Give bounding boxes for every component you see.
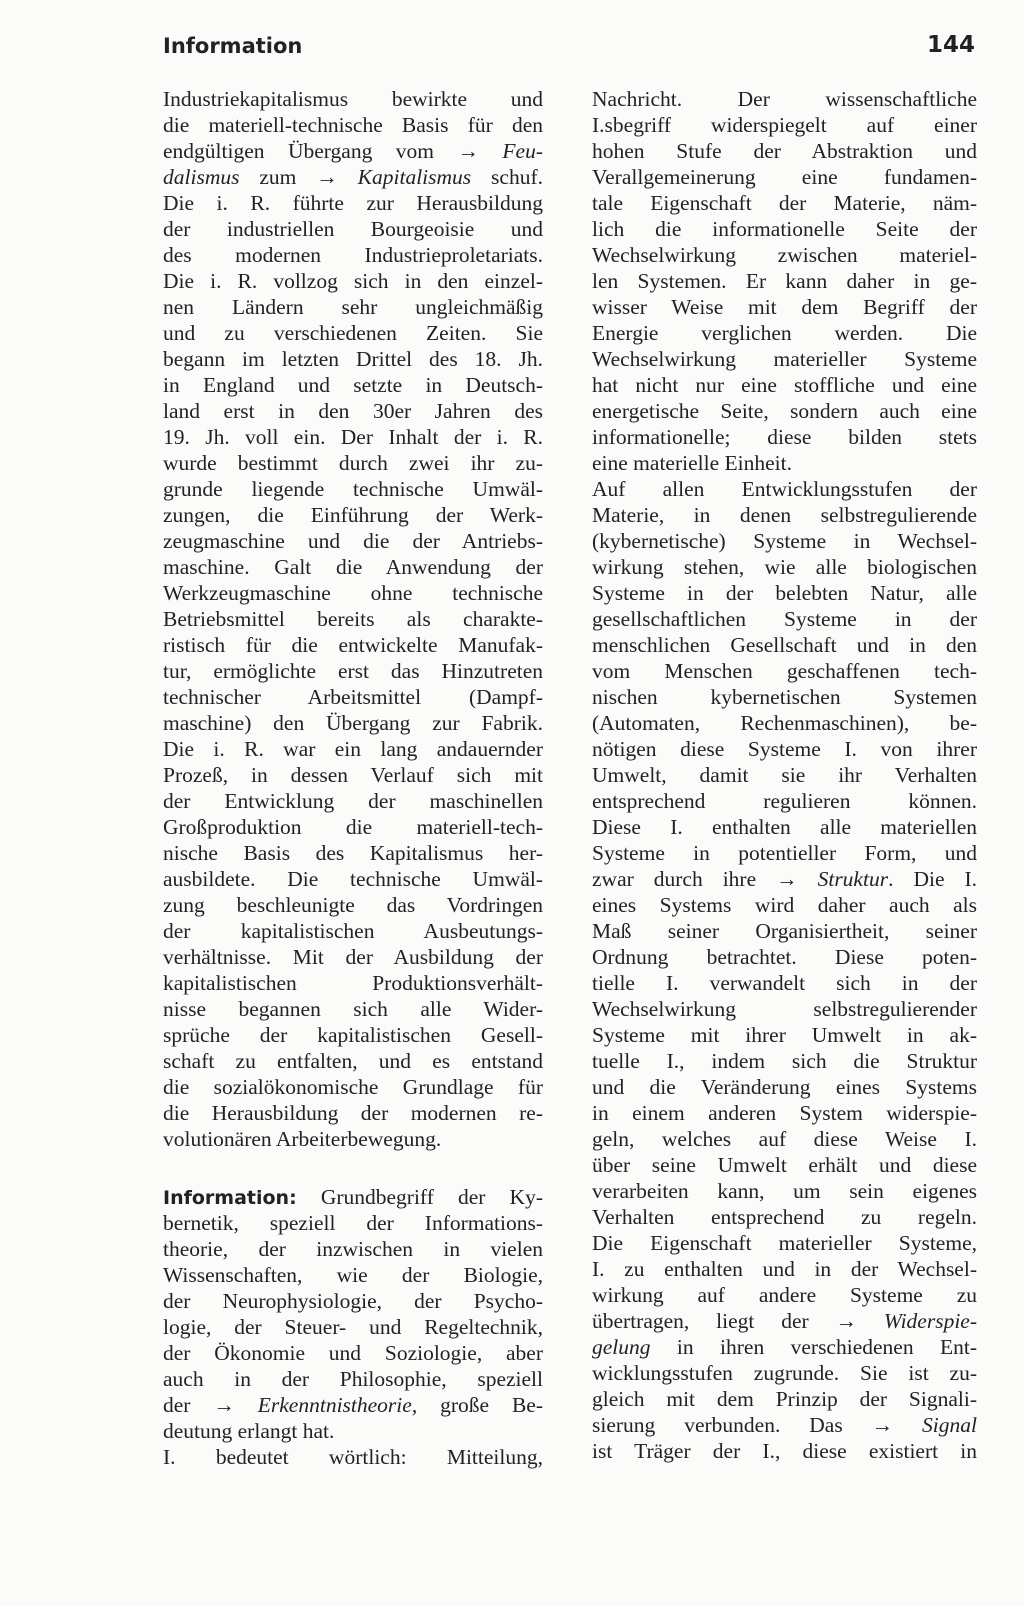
- text-line: volutionären Arbeiterbewegung.: [163, 1127, 442, 1151]
- text-line: Wechselwirkung selbstregulierender: [592, 997, 977, 1021]
- text-line: der industriellen Bourgeoisie und: [163, 217, 543, 241]
- running-head-title: Information: [163, 34, 303, 58]
- text-line: tielle I. verwandelt sich in der: [592, 971, 977, 995]
- text-line: entsprechend regulieren können.: [592, 789, 977, 813]
- paragraph-gap: [163, 1152, 543, 1184]
- text-line: tur, ermöglichte erst das Hinzutreten: [163, 659, 543, 683]
- text-line: vom Menschen geschaffenen tech-: [592, 659, 977, 683]
- text-line: I. bedeutet wörtlich: Mitteilung,: [163, 1445, 543, 1469]
- text-line: schaft zu entfalten, und es entstand: [163, 1049, 543, 1073]
- entry-keyword: Information:: [163, 1187, 297, 1209]
- text-line: kapitalistischen Produktionsverhält-: [163, 971, 543, 995]
- text-line: der kapitalistischen Ausbeutungs-: [163, 919, 543, 943]
- text-line: Wechselwirkung materieller Systeme: [592, 347, 977, 371]
- text-line: len Systemen. Er kann daher in ge-: [592, 269, 977, 293]
- text-line: eines Systems wird daher auch als: [592, 893, 977, 917]
- page-number: 144: [926, 32, 975, 58]
- text-line: verarbeiten kann, um sein eigenes: [592, 1179, 977, 1203]
- text-line: Die i. R. führte zur Herausbildung: [163, 191, 543, 215]
- text-line: tale Eigenschaft der Materie, näm-: [592, 191, 977, 215]
- text-line: der Neurophysiologie, der Psycho-: [163, 1289, 543, 1313]
- text-line: Systeme mit ihrer Umwelt in ak-: [592, 1023, 977, 1047]
- text-line: menschlichen Gesellschaft und in den: [592, 633, 977, 657]
- text-line: nische Basis des Kapitalismus her-: [163, 841, 543, 865]
- text-line: über seine Umwelt erhält und diese: [592, 1153, 977, 1177]
- text-line: I.sbegriff widerspiegelt auf einer: [592, 113, 977, 137]
- text-line: land erst in den 30er Jahren des: [163, 399, 543, 423]
- text-line: zung beschleunigte das Vordringen: [163, 893, 543, 917]
- cross-reference-term: gelung: [592, 1335, 651, 1359]
- text-line: der → Erkenntnistheorie, große Be-: [163, 1393, 543, 1417]
- text-line: Systeme in der belebten Natur, alle: [592, 581, 977, 605]
- text-line: ristisch für die entwickelte Manufak-: [163, 633, 543, 657]
- text-line: energetische Seite, sondern auch eine: [592, 399, 977, 423]
- text-line: Auf allen Entwicklungsstufen der: [592, 477, 977, 501]
- text-line: deutung erlangt hat.: [163, 1419, 335, 1443]
- text-line: Betriebsmittel bereits als charakte-: [163, 607, 543, 631]
- text-line: Großproduktion die materiell-tech-: [163, 815, 543, 839]
- text-line: gleich mit dem Prinzip der Signali-: [592, 1387, 977, 1411]
- text-line: in einem anderen System widerspie-: [592, 1101, 977, 1125]
- text-line: nen Ländern sehr ungleichmäßig: [163, 295, 543, 319]
- text-line: wirkung stehen, wie alle biologischen: [592, 555, 977, 579]
- text-line: in England und setzte in Deutsch-: [163, 373, 543, 397]
- text-line: grunde liegende technische Umwäl-: [163, 477, 543, 501]
- text-line: maschine) den Übergang zur Fabrik.: [163, 711, 543, 735]
- text-line: und die Veränderung eines Systems: [592, 1075, 977, 1099]
- cross-reference-term: Feu-: [502, 139, 543, 163]
- text-line: Industriekapitalismus bewirkte und: [163, 87, 543, 111]
- text-line: bernetik, speziell der Informations-: [163, 1211, 543, 1235]
- cross-reference-term: Widerspie-: [883, 1309, 977, 1333]
- text-line: Verhalten entsprechend zu regeln.: [592, 1205, 977, 1229]
- text-line: hat nicht nur eine stoffliche und eine: [592, 373, 977, 397]
- text-line: zwar durch ihre → Struktur. Die I.: [592, 867, 977, 891]
- text-line: wisser Weise mit dem Begriff der: [592, 295, 977, 319]
- text-line: lich die informationelle Seite der: [592, 217, 977, 241]
- cross-reference-term: dalismus: [163, 165, 240, 189]
- text-line: sprüche der kapitalistischen Gesell-: [163, 1023, 543, 1047]
- running-head: [163, 32, 975, 72]
- right-column: [592, 86, 977, 1464]
- text-line: Materie, in denen selbstregulierende: [592, 503, 977, 527]
- text-line: Systeme in potentieller Form, und: [592, 841, 977, 865]
- text-line: nischen kybernetischen Systemen: [592, 685, 977, 709]
- text-line: Diese I. enthalten alle materiellen: [592, 815, 977, 839]
- text-line: Verallgemeinerung eine fundamen-: [592, 165, 977, 189]
- text-line: maschine. Galt die Anwendung der: [163, 555, 543, 579]
- text-line: geln, welches auf diese Weise I.: [592, 1127, 977, 1151]
- text-line: Nachricht. Der wissenschaftliche: [592, 87, 977, 111]
- text-line: endgültigen Übergang vom → Feu-: [163, 139, 543, 163]
- text-line: Wechselwirkung zwischen materiel-: [592, 243, 977, 267]
- text-line: der Entwicklung der maschinellen: [163, 789, 543, 813]
- text-line: Maß seiner Organisiertheit, seiner: [592, 919, 977, 943]
- text-line: Energie verglichen werden. Die: [592, 321, 977, 345]
- text-line: gelung in ihren verschiedenen Ent-: [592, 1335, 977, 1359]
- text-line: die sozialökonomische Grundlage für: [163, 1075, 543, 1099]
- cross-reference-term: Struktur: [817, 867, 889, 891]
- right-column-text: [592, 86, 977, 1464]
- cross-reference-term: Kapitalismus: [357, 165, 472, 189]
- text-line: des modernen Industrieproletariats.: [163, 243, 543, 267]
- text-line: ist Träger der I., diese existiert in: [592, 1439, 977, 1463]
- text-line: Die i. R. vollzog sich in den einzel-: [163, 269, 543, 293]
- text-line: Ordnung betrachtet. Diese poten-: [592, 945, 977, 969]
- left-column-text: [163, 86, 543, 1152]
- text-line: dalismus zum → Kapitalismus schuf.: [163, 165, 543, 189]
- text-line: sierung verbunden. Das → Signal: [592, 1413, 977, 1437]
- text-line: hohen Stufe der Abstraktion und: [592, 139, 977, 163]
- text-line: zungen, die Einführung der Werk-: [163, 503, 543, 527]
- information-entry: [163, 1184, 543, 1470]
- text-line: wirkung auf andere Systeme zu: [592, 1283, 977, 1307]
- text-line: I. zu enthalten und in der Wechsel-: [592, 1257, 977, 1281]
- text-line: der Ökonomie und Soziologie, aber: [163, 1341, 543, 1365]
- text-line: übertragen, liegt der → Widerspie-: [592, 1309, 977, 1333]
- text-line: Wissenschaften, wie der Biologie,: [163, 1263, 543, 1287]
- text-line: begann im letzten Drittel des 18. Jh.: [163, 347, 543, 371]
- text-line: gesellschaftlichen Systeme in der: [592, 607, 977, 631]
- text-line: ausbildete. Die technische Umwäl-: [163, 867, 543, 891]
- text-line: tuelle I., indem sich die Struktur: [592, 1049, 977, 1073]
- cross-reference-term: Erkenntnistheorie: [257, 1393, 412, 1417]
- text-line: auch in der Philosophie, speziell: [163, 1367, 543, 1391]
- text-line: (kybernetische) Systeme in Wechsel-: [592, 529, 977, 553]
- left-column: [163, 86, 543, 1470]
- text-line: wicklungsstufen zugrunde. Sie ist zu-: [592, 1361, 977, 1385]
- text-line: technischer Arbeitsmittel (Dampf-: [163, 685, 543, 709]
- text-line: eine materielle Einheit.: [592, 451, 792, 475]
- text-line: die Herausbildung der modernen re-: [163, 1101, 543, 1125]
- text-line: Werkzeugmaschine ohne technische: [163, 581, 543, 605]
- text-line: 19. Jh. voll ein. Der Inhalt der i. R.: [163, 425, 543, 449]
- text-line: nisse begannen sich alle Wider-: [163, 997, 543, 1021]
- text-line: wurde bestimmt durch zwei ihr zu-: [163, 451, 543, 475]
- text-line: zeugmaschine und die der Antriebs-: [163, 529, 543, 553]
- text-line: theorie, der inzwischen in vielen: [163, 1237, 543, 1261]
- text-line: Prozeß, in dessen Verlauf sich mit: [163, 763, 543, 787]
- text-line: und zu verschiedenen Zeiten. Sie: [163, 321, 543, 345]
- text-line: Die i. R. war ein lang andauernder: [163, 737, 543, 761]
- text-line: informationelle; diese bilden stets: [592, 425, 977, 449]
- text-line: Umwelt, damit sie ihr Verhalten: [592, 763, 977, 787]
- text-line: die materiell-technische Basis für den: [163, 113, 543, 137]
- cross-reference-term: Signal: [922, 1413, 977, 1437]
- text-line: Information: Grundbegriff der Ky-: [163, 1185, 543, 1209]
- text-line: Die Eigenschaft materieller Systeme,: [592, 1231, 977, 1255]
- text-line: verhältnisse. Mit der Ausbildung der: [163, 945, 543, 969]
- text-line: (Automaten, Rechenmaschinen), be-: [592, 711, 977, 735]
- text-line: nötigen diese Systeme I. von ihrer: [592, 737, 977, 761]
- text-line: logie, der Steuer- und Regeltechnik,: [163, 1315, 543, 1339]
